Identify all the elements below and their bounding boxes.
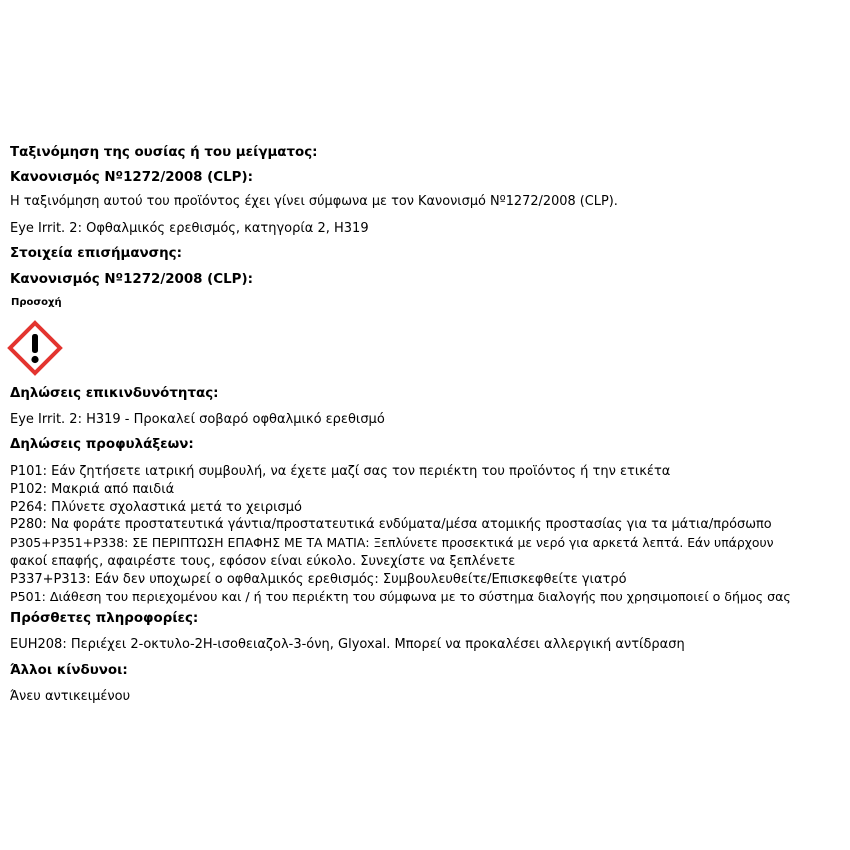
precautionary-line: P305+P351+P338: ΣΕ ΠΕΡΙΠΤΩΣΗ ΕΠΑΦΗΣ ΜΕ ΤΑ ΜΑΤΙΑ: Ξεπλύνετε προσεκτικά με νερό για αρκετά λεπτά. Εάν υπάρχουν (10, 535, 774, 550)
labelling-heading: Στοιχεία επισήμανσης: (10, 246, 182, 261)
other-hazards-text: Άνευ αντικειμένου (10, 689, 131, 704)
other-hazards-heading: Άλλοι κίνδυνοι: (10, 663, 128, 678)
precautionary-line: P102: Μακριά από παιδιά (10, 482, 175, 497)
precautionary-line: P501: Διάθεση του περιεχομένου και / ή του περιέκτη του σύμφωνα με το σύστημα διαλογής που χρησιμοποιεί ο δήμος σας (10, 589, 791, 604)
precautionary-statements-heading: Δηλώσεις προφυλάξεων: (10, 437, 194, 452)
additional-information-text: EUH208: Περιέχει 2-οκτυλο-2H-ισοθειαζολ-3-όνη, Glyoxal. Μπορεί να προκαλέσει αλλεργική αντίδραση (10, 637, 685, 652)
precautionary-line: P101: Εάν ζητήσετε ιατρική συμβουλή, να έχετε μαζί σας τον περιέκτη του προϊόντος ή την ετικέτα (10, 464, 671, 479)
hazard-statement-item: Eye Irrit. 2: H319 - Προκαλεί σοβαρό οφθαλμικό ερεθισμό (10, 412, 385, 427)
additional-information-heading: Πρόσθετες πληροφορίες: (10, 611, 199, 626)
signal-word: Προσοχή (11, 297, 62, 308)
precautionary-line: φακοί επαφής, αφαιρέστε τους, εφόσον είναι εύκολο. Συνεχίστε να ξεπλένετε (10, 554, 516, 569)
classification-category: Eye Irrit. 2: Οφθαλμικός ερεθισμός, κατηγορία 2, H319 (10, 221, 369, 236)
hazard-statements-heading: Δηλώσεις επικινδυνότητας: (10, 386, 219, 401)
classification-heading: Ταξινόμηση της ουσίας ή του μείγματος: (10, 145, 318, 160)
precautionary-line: P337+P313: Εάν δεν υποχωρεί ο οφθαλμικός ερεθισμός: Συμβουλευθείτε/Επισκεφθείτε γιατρό (10, 572, 627, 587)
classification-regulation: Κανονισμός Nº1272/2008 (CLP): (10, 170, 253, 185)
classification-statement: Η ταξινόμηση αυτού του προϊόντος έχει γίνει σύμφωνα με τον Κανονισμό Nº1272/2008 (CLP). (10, 194, 618, 209)
ghs07-exclamation-mark-icon (7, 320, 63, 376)
labelling-regulation: Κανονισμός Nº1272/2008 (CLP): (10, 272, 253, 287)
precautionary-line: P280: Να φοράτε προστατευτικά γάντια/προστατευτικά ενδύματα/μέσα ατομικής προστασίας για τα μάτια/πρόσωπο (10, 517, 772, 532)
precautionary-line: P264: Πλύνετε σχολαστικά μετά το χειρισμό (10, 500, 303, 515)
